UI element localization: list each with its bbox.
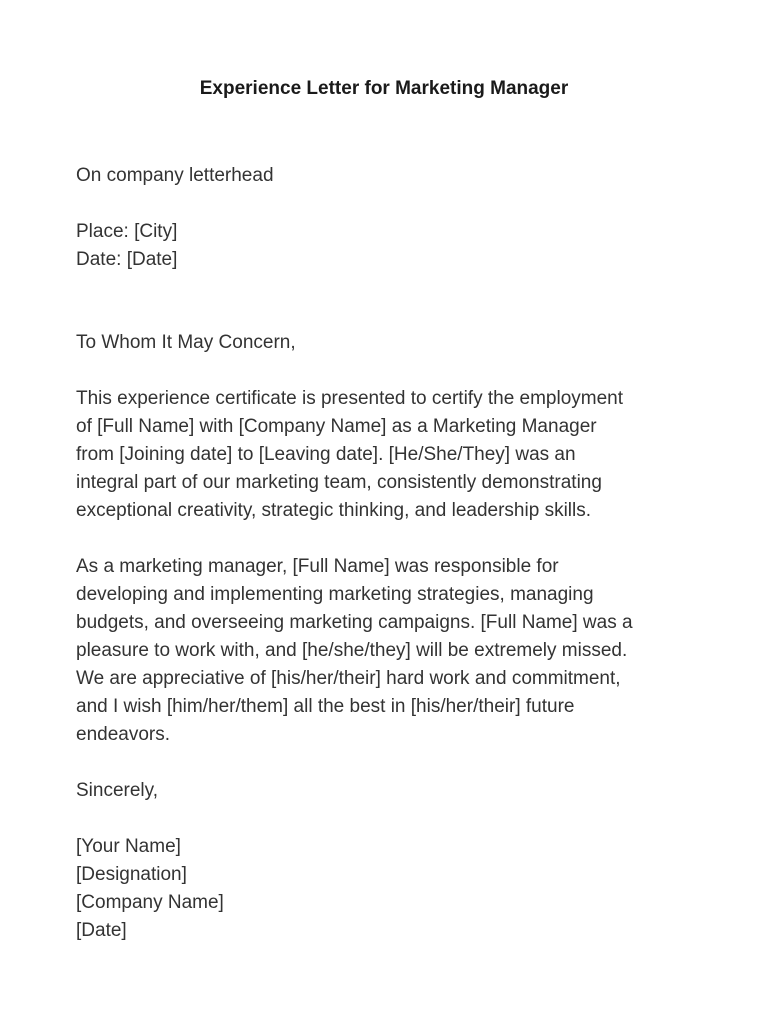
paragraph-responsibilities	[76, 553, 716, 749]
paragraph-line: integral part of our marketing team, consistently demonstrating	[76, 472, 602, 493]
paragraph-line: budgets, and overseeing marketing campaigns. [Full Name] was a	[76, 612, 633, 633]
paragraph-line: developing and implementing marketing strategies, managing	[76, 584, 594, 605]
signature-company: [Company Name]	[76, 892, 224, 913]
closing: Sincerely,	[76, 780, 159, 801]
paragraph-line: endeavors.	[76, 724, 171, 745]
paragraph-line: and I wish [him/her/them] all the best in [his/her/their] future	[76, 696, 575, 717]
paragraph-line: As a marketing manager, [Full Name] was responsible for	[76, 556, 559, 577]
paragraph-line: exceptional creativity, strategic thinking, and leadership skills.	[76, 500, 592, 521]
salutation: To Whom It May Concern,	[76, 332, 296, 353]
paragraph-line: of [Full Name] with [Company Name] as a Marketing Manager	[76, 416, 597, 437]
place-line: Place: [City]	[76, 221, 178, 242]
paragraph-line: This experience certificate is presented to certify the employment	[76, 388, 624, 409]
paragraph-line: pleasure to work with, and [he/she/they] will be extremely missed.	[76, 640, 628, 661]
signature-designation: [Designation]	[76, 864, 187, 885]
signature-name: [Your Name]	[76, 836, 181, 857]
letter-body	[76, 162, 716, 945]
date-line: Date: [Date]	[76, 249, 178, 270]
paragraph-employment	[76, 385, 716, 525]
letter-title: Experience Letter for Marketing Manager	[199, 78, 569, 99]
letterhead-note: On company letterhead	[76, 165, 274, 186]
signature-date: [Date]	[76, 920, 127, 941]
signature-block	[76, 833, 716, 945]
closing-block	[76, 777, 716, 805]
paragraph-line: from [Joining date] to [Leaving date]. [He/She/They] was an	[76, 444, 576, 465]
paragraph-line: We are appreciative of [his/her/their] hard work and commitment,	[76, 668, 621, 689]
